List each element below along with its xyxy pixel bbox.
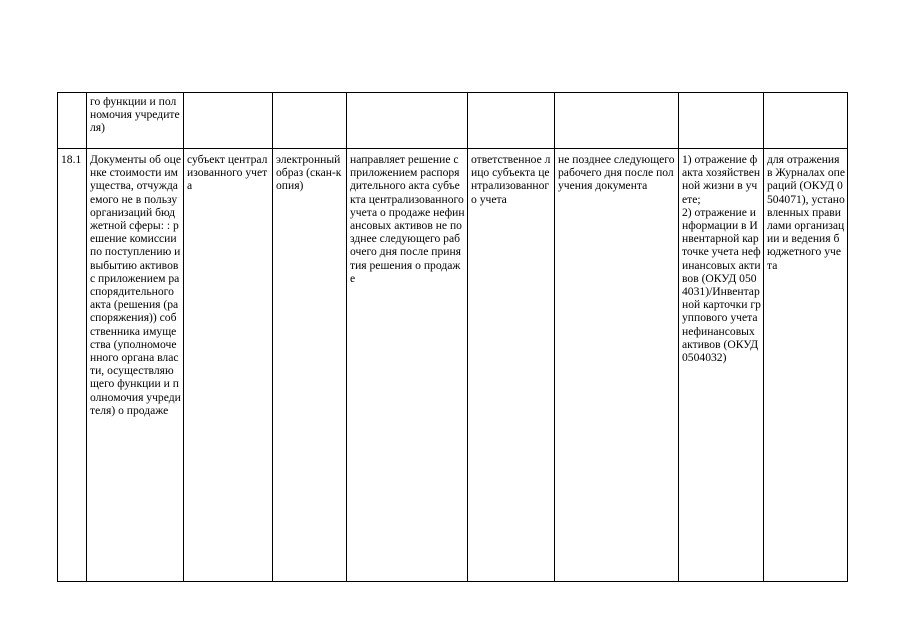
cell-form <box>273 93 347 149</box>
cell-deadline <box>555 93 679 149</box>
cell-responsible: ответственное лицо субъекта централизованного учета <box>468 149 555 582</box>
cell-accounting <box>679 93 764 149</box>
cell-register <box>764 93 848 149</box>
cell-form: электронный образ (скан-копия) <box>273 149 347 582</box>
cell-num <box>58 93 87 149</box>
cell-who-submits <box>184 93 273 149</box>
cell-accounting: 1) отражение факта хозяйственной жизни в учете; 2) отражение информации в Инвентарной карточке учета нефинансовых активов (ОКУД 0504031)/Инвентарной карточки группового учета нефинансовых активов (ОКУД 0504032) <box>679 149 764 582</box>
document-table <box>57 92 848 582</box>
table-row <box>58 149 848 582</box>
cell-num: 18.1 <box>58 149 87 582</box>
cell-who-submits: субъект централизованного учета <box>184 149 273 582</box>
table-row <box>58 93 848 149</box>
cell-deadline: не позднее следующего рабочего дня после получения документа <box>555 149 679 582</box>
cell-document: го функции и полномочия учредителя) <box>87 93 184 149</box>
cell-register: для отражения в Журналах операций (ОКУД 0504071), установленных правилами организации и ведения бюджетного учета <box>764 149 848 582</box>
cell-responsible <box>468 93 555 149</box>
cell-actions <box>347 93 468 149</box>
cell-document: Документы об оценке стоимости имущества, отчуждаемого не в пользу организаций бюджетной сферы: : решение комиссии по поступлению и выбытию активов с приложением распорядительного акта (решения (распоряжения)) собственника имущества (уполномоченного органа власти, осуществляющего функции и полномочия учредителя) о продаже <box>87 149 184 582</box>
cell-actions: направляет решение с приложением распорядительного акта субъекта централизованного учета о продаже нефинансовых активов не позднее следующего рабочего дня после принятия решения о продаже <box>347 149 468 582</box>
